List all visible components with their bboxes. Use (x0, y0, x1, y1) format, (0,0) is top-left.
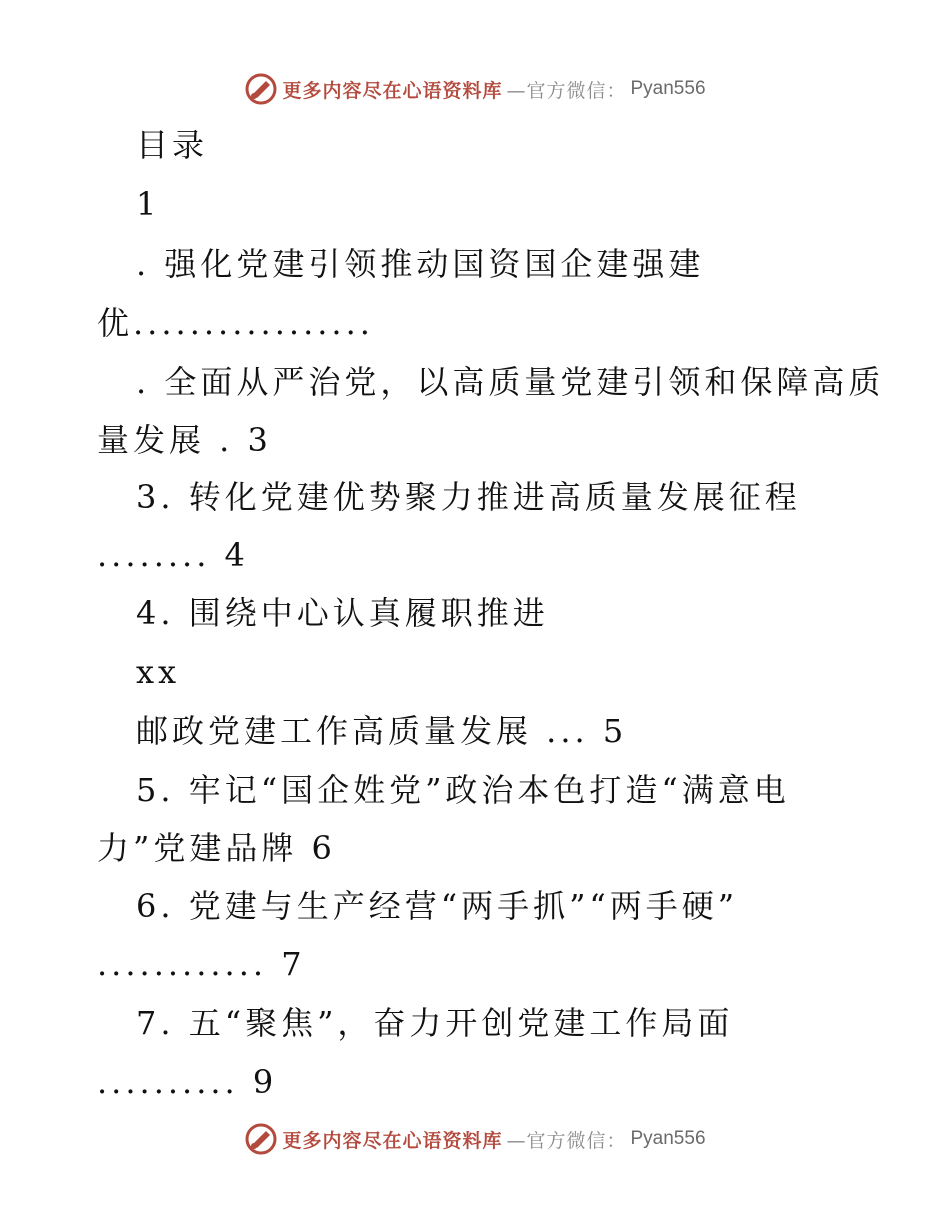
toc-line: 3. 转化党建优势聚力推进高质量发展征程 (136, 478, 801, 516)
toc-line: . 全面从严治党，以高质量党建引领和保障高质 (136, 363, 885, 401)
watermark-main-text: 更多内容尽在心语资料库 (282, 1129, 503, 1152)
watermark-id-text: Pyan556 (630, 78, 706, 99)
toc-line: 1 (136, 185, 161, 223)
watermark-footer (0, 1122, 950, 1156)
toc-line: 5. 牢记“国企姓党”政治本色打造“满意电 (136, 771, 790, 809)
toc-line: xx (136, 653, 181, 691)
watermark-main-text: 更多内容尽在心语资料库 (282, 79, 503, 102)
watermark-id-text: Pyan556 (630, 1128, 706, 1149)
toc-title: 目录 (136, 126, 209, 164)
toc-line: 4. 围绕中心认真履职推进 (136, 594, 549, 632)
toc-line: ............ 7 (97, 945, 306, 983)
watermark-sub-text: —官方微信： (506, 1129, 627, 1152)
toc-line: 7. 五“聚焦”，奋力开创党建工作局面 (136, 1004, 734, 1042)
toc-line: . 强化党建引领推动国资国企建强建 (136, 245, 705, 283)
toc-line: ........ 4 (97, 536, 249, 574)
toc-line: 优................. (97, 304, 374, 342)
watermark-header (0, 72, 950, 106)
brand-logo-icon (244, 72, 278, 106)
brand-logo-icon (244, 1122, 278, 1156)
watermark-sub-text: —官方微信： (506, 79, 627, 102)
toc-line: .......... 9 (97, 1063, 278, 1101)
toc-line: 量发展 . 3 (97, 421, 272, 459)
toc-line: 邮政党建工作高质量发展 ... 5 (136, 712, 628, 750)
toc-line: 力”党建品牌 6 (97, 829, 336, 867)
toc-line: 6. 党建与生产经营“两手抓”“两手硬” (136, 887, 739, 925)
